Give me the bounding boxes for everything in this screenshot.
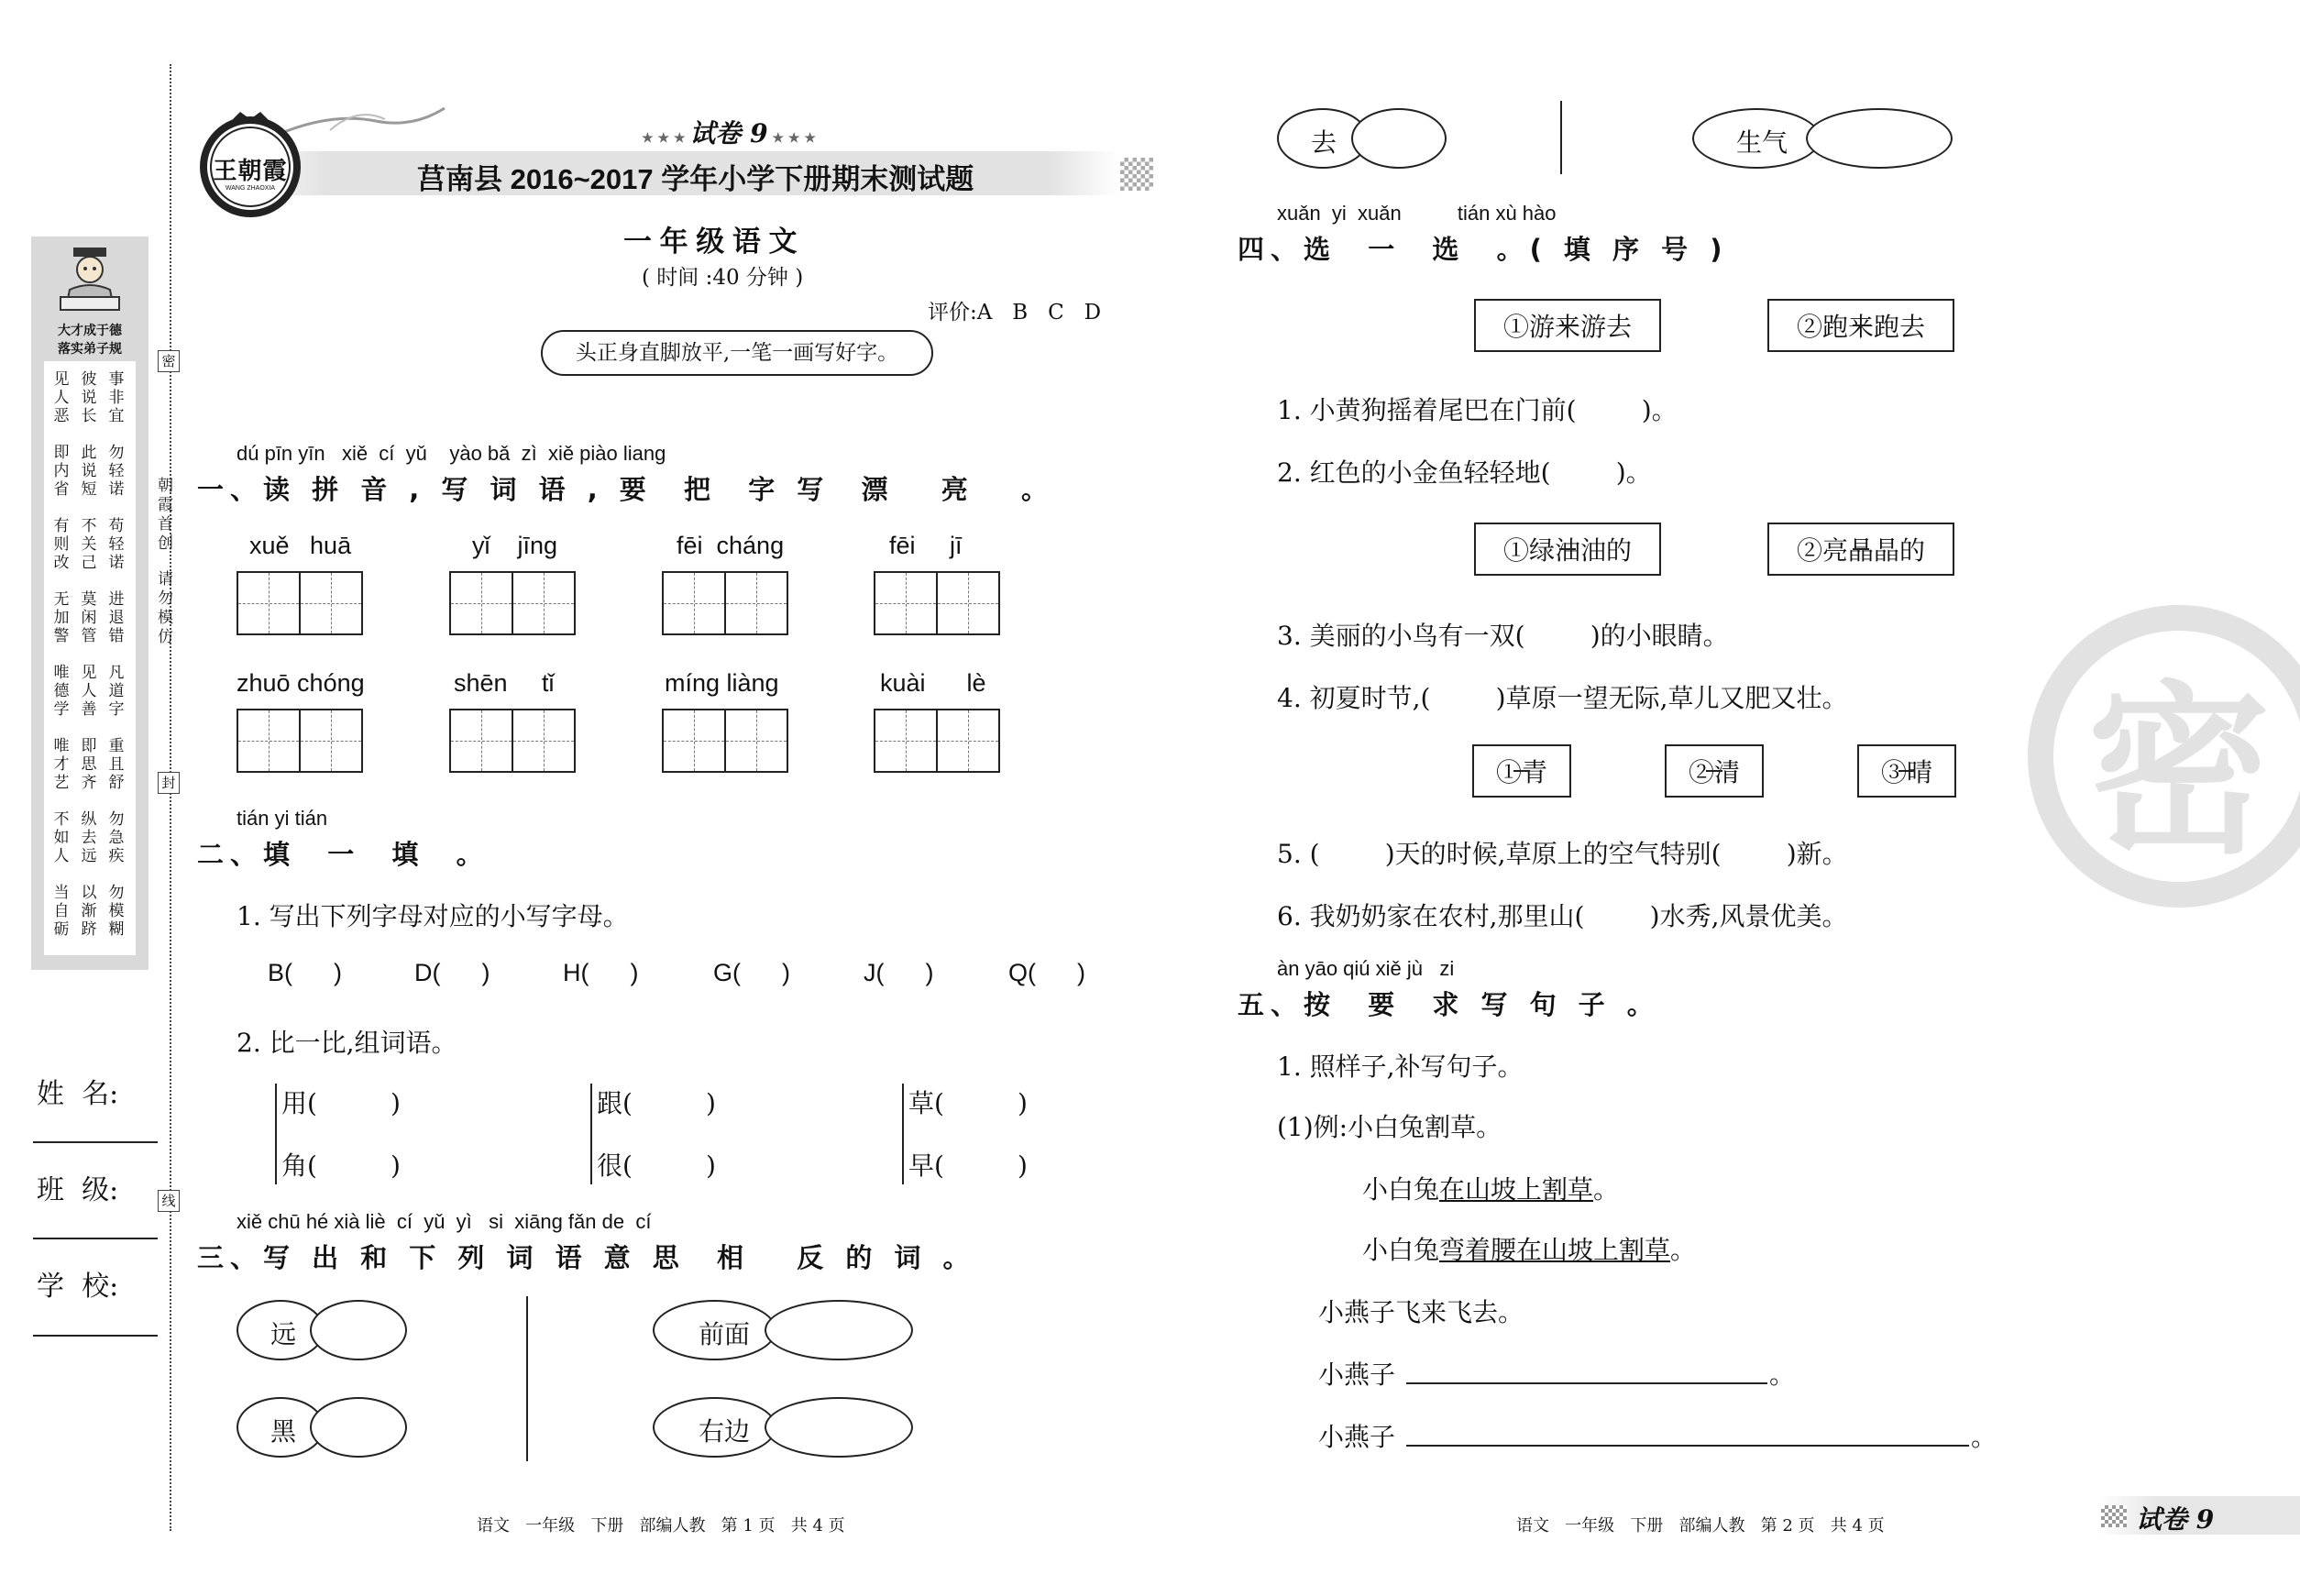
answer-oval[interactable] — [765, 1300, 913, 1360]
sidebar-column-text: 唯德学 — [53, 664, 70, 719]
option-flag: ③晴 — [1857, 744, 1956, 798]
sidebar-column-text: 即内省 — [53, 444, 70, 499]
sidebar-text-box — [44, 361, 136, 955]
seal-char: 密 — [158, 350, 180, 372]
letter-blank[interactable]: J( ) — [864, 959, 934, 986]
writing-grid[interactable] — [662, 709, 788, 773]
divider — [526, 1296, 528, 1461]
section5-pinyin: àn yāo qiú xiě jù zi — [1277, 957, 1455, 980]
end-mark: 。 — [1769, 1359, 1796, 1390]
writing-grid[interactable] — [874, 571, 1000, 635]
footer-left: 语文 一年级 下册 部编人教 第 1 页 共 4 页 — [477, 1516, 845, 1535]
word-label: 前面 — [699, 1319, 751, 1349]
end-mark: 。 — [1971, 1422, 1997, 1452]
section2-pinyin: tián yi tián — [237, 807, 328, 830]
scholar-figure — [57, 244, 123, 317]
example-sentence: 小白兔弯着腰在山坡上割草。 — [1362, 1235, 1697, 1265]
vertical-note: 朝霞首创 — [154, 477, 172, 554]
writing-grid[interactable] — [449, 571, 576, 635]
question-line: 1. 小黄狗摇着尾巴在门前( )。 — [1277, 395, 1678, 425]
stars-icon: ★ ★ ★ — [642, 131, 690, 146]
section1-pinyin: dú pīn yīn xiě cí yǔ yào bǎ zì xiě piào liang — [237, 442, 666, 465]
answer-oval[interactable] — [765, 1397, 913, 1458]
blank-prefix: 小燕子 — [1318, 1359, 1396, 1390]
section5-title: 五、按 要 求 写 句 子 。 — [1238, 989, 1660, 1020]
sidebar-column-text: 勿模糊 — [108, 884, 125, 939]
word-pinyin: zhuō chóng — [237, 669, 365, 697]
section2-q1: 1. 写出下列字母对应的小写字母。 — [237, 901, 629, 931]
writing-tip: 头正身直脚放平,一笔一画写好字。 — [541, 330, 933, 376]
logo-subtext: WANG ZHAOXIA — [225, 185, 276, 192]
section3-pinyin: xiě chū hé xià liè cí yǔ yì si xiāng fǎn de cí — [237, 1210, 652, 1233]
question-line: 6. 我奶奶家在农村,那里山( )水秀,风景优美。 — [1277, 901, 1848, 931]
rating-line: 评价:A B C D — [928, 301, 1102, 325]
question-line: 2. 红色的小金鱼轻轻地( )。 — [1277, 457, 1652, 488]
writing-grid[interactable] — [237, 571, 363, 635]
pair-bracket — [590, 1084, 592, 1184]
word-pair-blank[interactable]: 很( ) — [597, 1150, 716, 1181]
section4-title: 四、选 一 选 。( 填 序 号 ) — [1238, 234, 1729, 265]
sidebar-column-text: 有则改 — [53, 517, 70, 572]
sidebar-column-text: 苟轻诺 — [108, 517, 125, 572]
question-line: 3. 美丽的小鸟有一双( )的小眼睛。 — [1277, 621, 1729, 651]
word-pinyin: fēi jī — [889, 532, 963, 559]
sidebar-column-text: 见人恶 — [53, 370, 70, 425]
sidebar-column-text: 以渐跻 — [81, 884, 97, 939]
sidebar-column-text: 彼说长 — [81, 370, 97, 425]
word-pinyin: míng liàng — [665, 669, 779, 697]
sidebar-panel — [31, 237, 149, 970]
vertical-note: 请勿模仿 — [154, 570, 172, 647]
sidebar-column-text: 唯才艺 — [53, 737, 70, 792]
checker-decoration — [2101, 1505, 2127, 1527]
question-line: 5. ( )天的时候,草原上的空气特别( )新。 — [1277, 839, 1848, 869]
sidebar-column-text: 重且舒 — [108, 737, 125, 792]
sidebar-column-text: 纵去远 — [81, 810, 97, 865]
answer-oval[interactable] — [310, 1300, 407, 1360]
binding-dotted-line — [170, 64, 171, 1531]
letter-blank[interactable]: B( ) — [268, 959, 342, 986]
sidebar-column-text: 进退错 — [108, 590, 125, 645]
answer-oval[interactable] — [310, 1397, 407, 1458]
section2-title: 二、填 一 填 。 — [197, 839, 490, 870]
letter-blank[interactable]: Q( ) — [1008, 959, 1085, 986]
footer-tag: 试卷 9 — [2136, 1504, 2215, 1535]
paper-number: ★ ★ ★ 试卷 9 ★ ★ ★ — [642, 118, 816, 149]
example-sentence: 小白兔在山坡上割草。 — [1362, 1174, 1620, 1205]
page-title: 莒南县 2016~2017 学年小学下册期末测试题 — [417, 163, 974, 195]
letter-blank[interactable]: D( ) — [414, 959, 490, 986]
word-pinyin: yǐ jīng — [472, 532, 558, 559]
logo-badge — [194, 108, 306, 220]
class-field[interactable] — [33, 1238, 158, 1239]
subject-title: 一 年 级 语 文 — [623, 226, 798, 258]
sidebar-column-text: 勿轻诺 — [108, 444, 125, 499]
exam-time: ( 时间 :40 分钟 ) — [642, 266, 804, 290]
seal-char: 线 — [158, 1190, 180, 1212]
divider — [1560, 101, 1562, 174]
section5-q1: 1. 照样子,补写句子。 — [1277, 1051, 1524, 1082]
sidebar-column-text: 无加警 — [53, 590, 70, 645]
option-flag: ①绿油油的 — [1474, 523, 1661, 576]
watermark-seal: 密 — [2028, 605, 2300, 908]
option-flag: ①游来游去 — [1474, 299, 1661, 352]
sidebar-column-text: 此说短 — [81, 444, 97, 499]
section3-title: 三、写 出 和 下 列 词 语 意 思 相 反 的 词 。 — [197, 1242, 976, 1273]
word-pinyin: xuě huā — [249, 532, 352, 559]
stars-icon: ★ ★ ★ — [767, 131, 816, 146]
word-pinyin: shēn tǐ — [454, 669, 555, 697]
answer-line[interactable] — [1406, 1382, 1767, 1384]
letter-blank[interactable]: H( ) — [563, 959, 639, 986]
section2-q2: 2. 比一比,组词语。 — [237, 1028, 457, 1058]
writing-grid[interactable] — [874, 709, 1000, 773]
option-flag: ①青 — [1472, 744, 1571, 798]
word-label: 远 — [270, 1319, 297, 1349]
sidebar-column-text: 当自砺 — [53, 884, 70, 939]
task-sentence: 小燕子飞来飞去。 — [1318, 1297, 1524, 1327]
name-field[interactable] — [33, 1141, 158, 1143]
sidebar-motto: 落实弟子规 — [58, 342, 122, 357]
option-flag: ②亮晶晶的 — [1767, 523, 1954, 576]
sidebar-column-text: 莫闲管 — [81, 590, 97, 645]
word-pair-blank[interactable]: 早( ) — [908, 1150, 1028, 1181]
sidebar-column-text: 不关己 — [81, 517, 97, 572]
answer-oval[interactable] — [1806, 108, 1953, 169]
word-label: 黑 — [270, 1416, 297, 1447]
sidebar-column-text: 凡道字 — [108, 664, 125, 719]
sidebar-column-text: 不如人 — [53, 810, 70, 865]
section1-title: 一、读 拼 音 , 写 词 语 , 要 把 字 写 漂 亮 。 — [197, 474, 1055, 505]
section4-pinyin: xuǎn yi xuǎn tián xù hào — [1277, 202, 1557, 225]
option-flag: ②跑来跑去 — [1767, 299, 1954, 352]
question-line: 4. 初夏时节,( )草原一望无际,草儿又肥又壮。 — [1277, 683, 1848, 713]
name-label: 姓 名: — [37, 1078, 119, 1110]
word-label: 右边 — [699, 1416, 751, 1447]
word-pinyin: kuài lè — [880, 669, 986, 697]
option-flag: ②清 — [1665, 744, 1764, 798]
seal-char: 封 — [158, 772, 180, 794]
blank-prefix: 小燕子 — [1318, 1422, 1396, 1452]
footer-right: 语文 一年级 下册 部编人教 第 2 页 共 4 页 — [1516, 1516, 1885, 1535]
school-label: 学 校: — [37, 1271, 119, 1303]
sidebar-column-text: 勿急疾 — [108, 810, 125, 865]
pair-bracket — [902, 1084, 904, 1184]
sidebar-column-text: 即思齐 — [81, 737, 97, 792]
word-pinyin: fēi cháng — [677, 532, 785, 559]
class-label: 班 级: — [37, 1174, 119, 1206]
answer-line[interactable] — [1406, 1445, 1969, 1447]
pair-bracket — [275, 1084, 277, 1184]
word-pair-blank[interactable]: 角( ) — [281, 1150, 401, 1181]
answer-oval[interactable] — [1351, 108, 1447, 169]
writing-grid[interactable] — [662, 571, 788, 635]
letter-blank[interactable]: G( ) — [713, 959, 790, 986]
word-pair-blank[interactable]: 用( ) — [281, 1088, 401, 1118]
logo-text: 王朝霞 — [213, 158, 288, 185]
word-pair-blank[interactable]: 跟( ) — [597, 1088, 716, 1118]
word-label: 去 — [1311, 127, 1337, 158]
checker-decoration — [1120, 158, 1153, 191]
writing-grid[interactable] — [237, 709, 363, 773]
school-field[interactable] — [33, 1335, 158, 1337]
sidebar-column-text: 事非宜 — [108, 370, 125, 425]
word-label: 生气 — [1736, 127, 1788, 158]
example-label: (1)例:小白兔割草。 — [1277, 1112, 1502, 1142]
sidebar-motto: 大才成于德 — [58, 324, 122, 338]
sidebar-column-text: 见人善 — [81, 664, 97, 719]
word-pair-blank[interactable]: 草( ) — [908, 1088, 1028, 1118]
writing-grid[interactable] — [449, 709, 576, 773]
